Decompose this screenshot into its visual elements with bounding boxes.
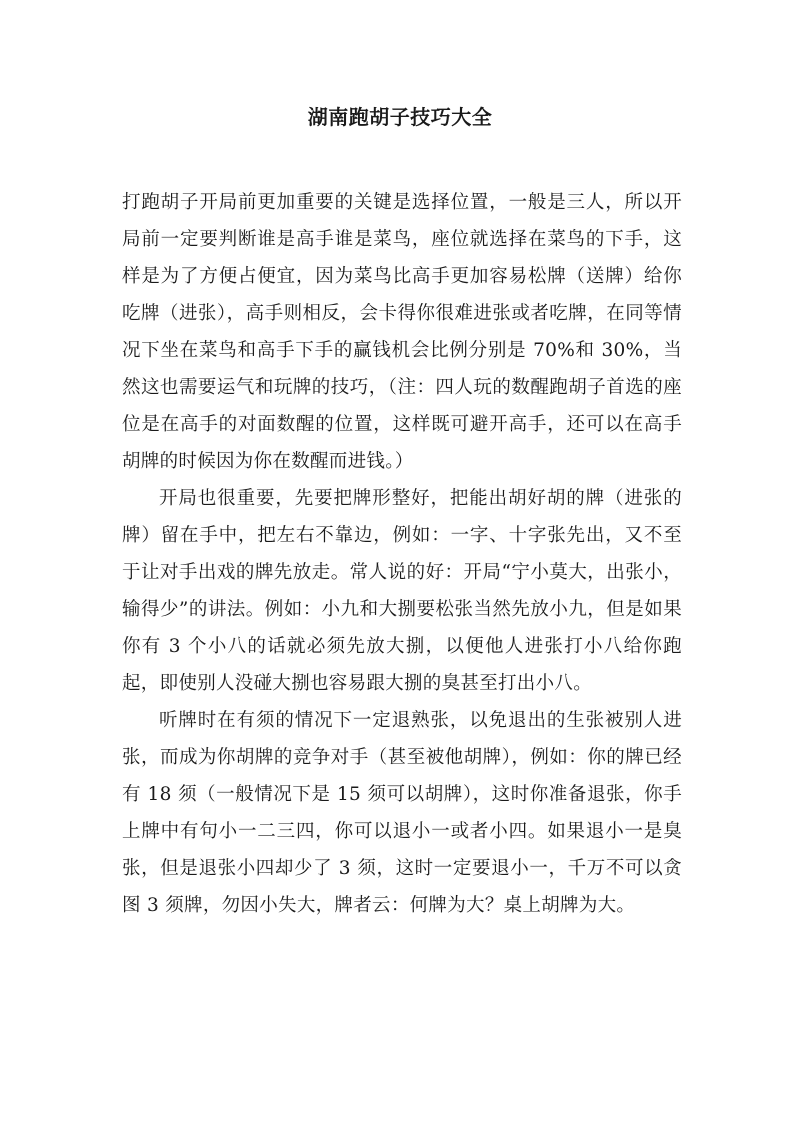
paragraph-2: 开局也很重要，先要把牌形整好，把能出胡好胡的牌（进张的牌）留在手中，把左右不靠边，例如：一字、十字张先出，又不至于让对手出戏的牌先放走。常人说的好：开局“宁小莫大，出张小，输得少”的讲法。例如：小九和大捌要松张当然先放小九，但是如果你有 3 个小八的话就必须先放大捌，以便他人进张打小八给你跑起，即使别人没碰大捌也容易跟大捌的臭甚至打出小八。 [122,488,682,694]
paragraph-3: 听牌时在有须的情况下一定退熟张，以免退出的生张被别人进张，而成为你胡牌的竞争对手（甚至被他胡牌），例如：你的牌已经有 18 须（一般情况下是 15 须可以胡牌），这时你准备退张，你手上牌中有句小一二三四，你可以退小一或者小四。如果退小一是臭张，但是退张小四却少了 3 须，这时一定要退小一，千万不可以贪图 3 须牌，勿因小失大，牌者云：何牌为大？桌上胡牌为大。 [122,710,682,916]
document-title: 湖南跑胡子技巧大全 [307,105,493,129]
paragraph-1: 打跑胡子开局前更加重要的关键是选择位置，一般是三人，所以开局前一定要判断谁是高手谁是菜鸟，座位就选择在菜鸟的下手，这样是为了方便占便宜，因为菜鸟比高手更加容易松牌（送牌）给你吃牌（进张），高手则相反，会卡得你很难进张或者吃牌，在同等情况下坐在菜鸟和高手下手的赢钱机会比例分别是 70%和 30%，当然这也需要运气和玩牌的技巧，（注：四人玩的数醒跑胡子首选的座位是在高手的对面数醒的位置，这样既可避开高手，还可以在高手胡牌的时候因为你在数醒而进钱。） [122,192,682,472]
document-body [122,184,682,924]
